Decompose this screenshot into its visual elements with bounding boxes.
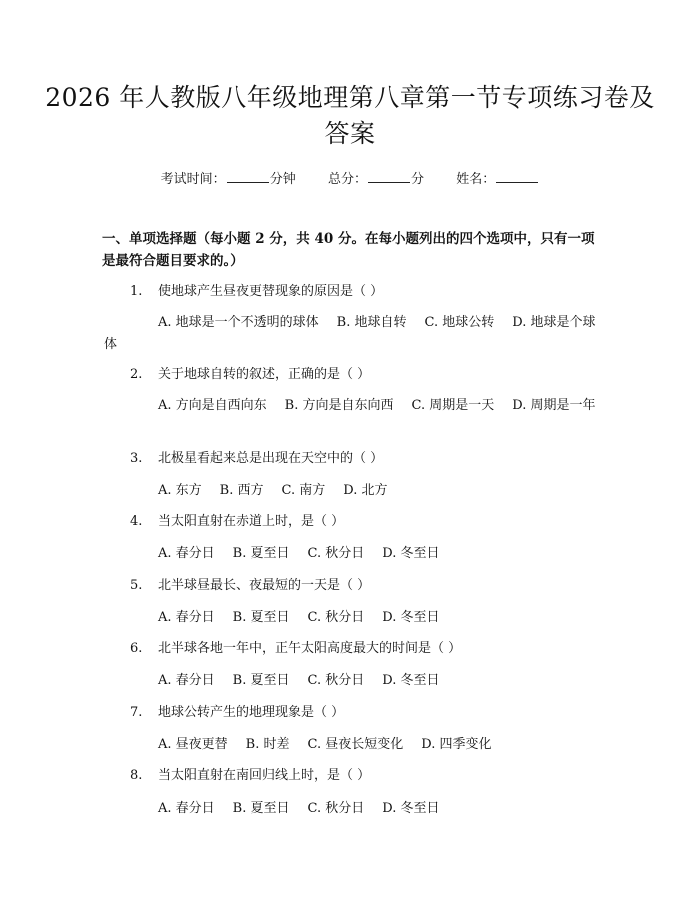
question-text: 地球公转产生的地理现象是（ ） xyxy=(158,705,345,720)
question-text: 关于地球自转的叙述，正确的是（ ） xyxy=(158,367,371,382)
option-d: D. 地球是个球体 xyxy=(104,315,596,352)
option-c: C. 周期是一天 xyxy=(411,398,495,413)
option-c: C. 昼夜长短变化 xyxy=(307,737,404,752)
page-title: 2026 年人教版八年级地理第八章第一节专项练习卷及答案 xyxy=(45,83,655,148)
time-label: 考试时间： xyxy=(160,172,226,187)
score-label: 总分： xyxy=(327,172,367,187)
question-7 xyxy=(130,703,600,723)
option-a: A. 方向是自西向东 xyxy=(158,398,267,413)
question-number: 3. xyxy=(130,451,143,466)
question-2-options xyxy=(104,395,598,417)
option-b: B. 时差 xyxy=(245,737,290,752)
question-1-options xyxy=(104,312,598,356)
question-7-options xyxy=(104,734,598,756)
option-d: D. 冬至日 xyxy=(382,673,440,688)
time-blank xyxy=(227,170,269,183)
name-label: 姓名： xyxy=(456,172,496,187)
option-d: D. 北方 xyxy=(343,483,388,498)
question-text: 北半球昼最长、夜最短的一天是（ ） xyxy=(158,578,371,593)
question-number: 8. xyxy=(130,768,143,783)
time-unit: 分钟 xyxy=(269,172,296,187)
option-c: C. 秋分日 xyxy=(307,610,365,625)
option-c: C. 秋分日 xyxy=(307,801,365,816)
section-heading: 一、单项选择题（每小题 2 分，共 40 分。在每小题列出的四个选项中，只有一项是最符合题目要求的。） xyxy=(102,231,595,269)
option-a: A. 春分日 xyxy=(158,546,215,561)
question-text: 当太阳直射在南回归线上时，是（ ） xyxy=(158,768,371,783)
question-6 xyxy=(130,639,600,659)
question-4-options xyxy=(104,543,598,565)
option-b: B. 夏至日 xyxy=(232,801,290,816)
option-c: C. 秋分日 xyxy=(307,546,365,561)
option-c: C. 地球公转 xyxy=(424,315,495,330)
question-5 xyxy=(130,576,600,596)
question-3-options xyxy=(104,480,598,502)
question-number: 4. xyxy=(130,514,143,529)
option-d: D. 冬至日 xyxy=(382,546,440,561)
question-number: 5. xyxy=(130,578,143,593)
option-a: A. 春分日 xyxy=(158,801,215,816)
question-3 xyxy=(130,449,600,469)
question-text: 北半球各地一年中，正午太阳高度最大的时间是（ ） xyxy=(158,641,462,656)
option-a: A. 东方 xyxy=(158,483,202,498)
option-c: C. 秋分日 xyxy=(307,673,365,688)
score-blank xyxy=(368,170,410,183)
question-number: 1. xyxy=(130,284,143,299)
option-d: D. 周期是一年 xyxy=(512,398,596,413)
question-text: 使地球产生昼夜更替现象的原因是（ ） xyxy=(158,284,384,299)
option-d: D. 四季变化 xyxy=(421,737,492,752)
option-a: A. 地球是一个不透明的球体 xyxy=(158,315,319,330)
option-b: B. 方向是自东向西 xyxy=(284,398,394,413)
option-b: B. 地球自转 xyxy=(336,315,407,330)
option-d: D. 冬至日 xyxy=(382,610,440,625)
question-1 xyxy=(130,282,600,302)
question-text: 北极星看起来总是出现在天空中的（ ） xyxy=(158,451,384,466)
question-number: 2. xyxy=(130,367,143,382)
option-d: D. 冬至日 xyxy=(382,801,440,816)
option-a: A. 春分日 xyxy=(158,610,215,625)
option-b: B. 西方 xyxy=(219,483,264,498)
question-2 xyxy=(130,365,600,385)
question-5-options xyxy=(104,607,598,629)
option-b: B. 夏至日 xyxy=(232,673,290,688)
exam-meta xyxy=(0,168,700,187)
question-6-options xyxy=(104,670,598,692)
option-a: A. 昼夜更替 xyxy=(158,737,228,752)
option-b: B. 夏至日 xyxy=(232,610,290,625)
option-a: A. 春分日 xyxy=(158,673,215,688)
question-8-options xyxy=(104,798,598,820)
question-4 xyxy=(130,512,600,532)
name-blank xyxy=(496,170,538,183)
question-number: 7. xyxy=(130,705,143,720)
option-b: B. 夏至日 xyxy=(232,546,290,561)
question-8 xyxy=(130,766,600,786)
score-unit: 分 xyxy=(411,172,425,187)
question-text: 当太阳直射在赤道上时，是（ ） xyxy=(158,514,345,529)
option-c: C. 南方 xyxy=(281,483,326,498)
question-number: 6. xyxy=(130,641,143,656)
